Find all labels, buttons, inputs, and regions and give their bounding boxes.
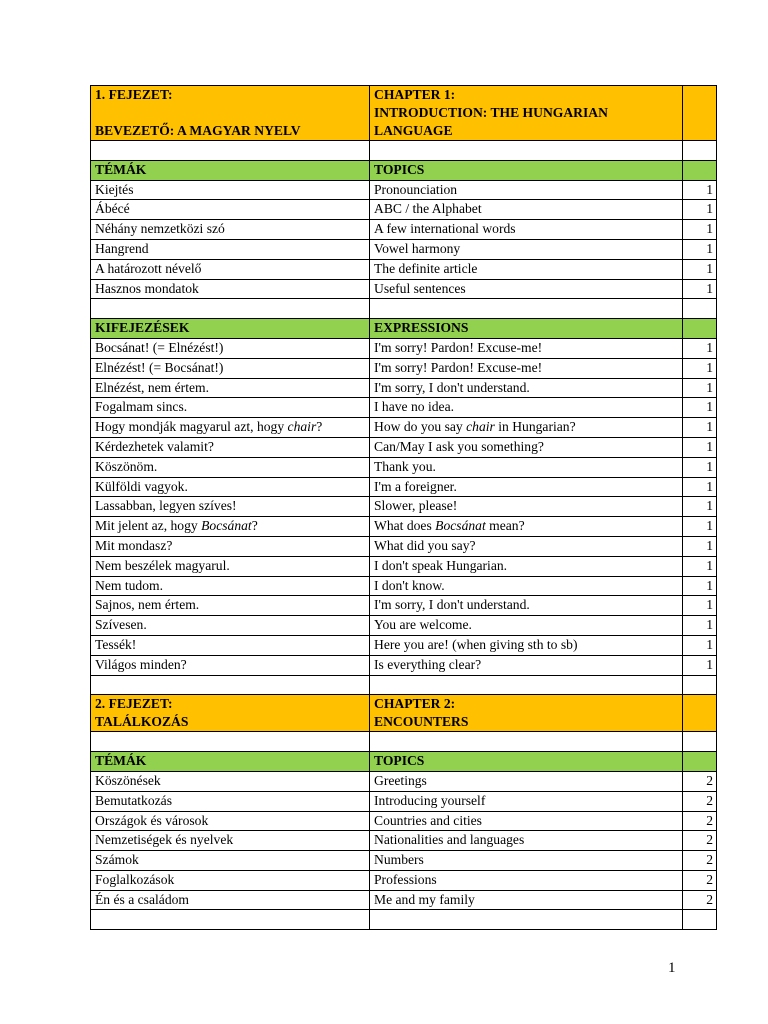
table-row	[91, 180, 717, 200]
table-row	[91, 477, 717, 497]
english-cell: I don't know.	[370, 576, 683, 596]
hungarian-cell: Nem beszélek magyarul.	[91, 556, 370, 576]
hungarian-cell	[91, 695, 370, 732]
table-row	[91, 870, 717, 890]
hungarian-cell: Nem tudom.	[91, 576, 370, 596]
chapter-number-cell	[683, 160, 717, 180]
table-row	[91, 851, 717, 871]
english-cell: I'm a foreigner.	[370, 477, 683, 497]
hungarian-cell	[91, 910, 370, 930]
english-cell	[370, 86, 683, 141]
chapter-number-cell	[683, 141, 717, 161]
english-cell: Numbers	[370, 851, 683, 871]
text-part: Hogy mondják magyarul azt, hogy	[95, 419, 288, 435]
chapter-number-cell: 2	[683, 890, 717, 910]
english-cell	[370, 695, 683, 732]
table-row	[91, 398, 717, 418]
chapter-number-cell: 1	[683, 338, 717, 358]
table-row	[91, 378, 717, 398]
hungarian-cell: Kérdezhetek valamit?	[91, 437, 370, 457]
english-cell: Me and my family	[370, 890, 683, 910]
chapter-number-cell: 1	[683, 556, 717, 576]
text-part: ?	[251, 518, 258, 534]
text-part: What does	[374, 518, 436, 534]
hungarian-cell: Hangrend	[91, 239, 370, 259]
hungarian-cell: Tessék!	[91, 635, 370, 655]
english-cell: Nationalities and languages	[370, 831, 683, 851]
table-row	[91, 338, 717, 358]
hungarian-cell: Elnézést, nem értem.	[91, 378, 370, 398]
hungarian-cell: Hasznos mondatok	[91, 279, 370, 299]
chapter-number-cell	[683, 319, 717, 339]
chapter-number-cell: 1	[683, 180, 717, 200]
table-body	[91, 86, 717, 930]
english-cell: You are welcome.	[370, 616, 683, 636]
text-part: How do you say	[374, 419, 467, 435]
english-cell: Greetings	[370, 771, 683, 791]
hungarian-cell: Mit mondasz?	[91, 536, 370, 556]
chapter-title-line: INTRODUCTION: THE HUNGARIAN	[374, 105, 608, 120]
section-row	[91, 160, 717, 180]
hungarian-cell	[91, 675, 370, 695]
hungarian-cell	[91, 141, 370, 161]
table-row	[91, 457, 717, 477]
table-row	[91, 200, 717, 220]
english-cell: Pronounciation	[370, 180, 683, 200]
table-row	[91, 279, 717, 299]
italic-term: Bocsánat	[201, 518, 252, 534]
chapter-number-cell: 1	[683, 517, 717, 537]
chapter-number-cell: 2	[683, 831, 717, 851]
hungarian-cell	[91, 86, 370, 141]
table-row	[91, 556, 717, 576]
chapter-number-cell: 1	[683, 437, 717, 457]
table-row	[91, 655, 717, 675]
table-row	[91, 616, 717, 636]
chapter-number-cell: 1	[683, 655, 717, 675]
english-cell: Is everything clear?	[370, 655, 683, 675]
hungarian-cell: Nemzetiségek és nyelvek	[91, 831, 370, 851]
hungarian-cell: Sajnos, nem értem.	[91, 596, 370, 616]
chapter-title-line: LANGUAGE	[374, 123, 453, 138]
chapter-number-cell	[683, 695, 717, 732]
chapter-number-cell: 2	[683, 811, 717, 831]
italic-term: chair	[466, 419, 495, 435]
chapter-number-cell: 1	[683, 457, 717, 477]
text-part: Mit jelent az, hogy	[95, 518, 202, 534]
hungarian-cell: TÉMÁK	[91, 160, 370, 180]
chapter-number-cell: 2	[683, 870, 717, 890]
chapter-number-cell	[683, 752, 717, 772]
english-cell: EXPRESSIONS	[370, 319, 683, 339]
english-cell: Vowel harmony	[370, 239, 683, 259]
chapter-number-cell	[683, 732, 717, 752]
english-cell: I'm sorry, I don't understand.	[370, 378, 683, 398]
hungarian-cell: Szívesen.	[91, 616, 370, 636]
hungarian-cell: Országok és városok	[91, 811, 370, 831]
table-row	[91, 890, 717, 910]
chapter-number-cell: 1	[683, 200, 717, 220]
hungarian-cell	[91, 517, 370, 537]
hungarian-cell	[91, 299, 370, 319]
blank-row	[91, 675, 717, 695]
page-number: 1	[668, 960, 676, 976]
hungarian-cell: TÉMÁK	[91, 752, 370, 772]
hungarian-cell: Elnézést! (= Bocsánat!)	[91, 358, 370, 378]
chapter-number-cell	[683, 675, 717, 695]
blank-row	[91, 732, 717, 752]
chapter-title-line: TALÁLKOZÁS	[95, 714, 189, 730]
english-cell	[370, 732, 683, 752]
table-row	[91, 635, 717, 655]
english-cell	[370, 910, 683, 930]
hungarian-cell: A határozott névelő	[91, 259, 370, 279]
chapter-row	[91, 86, 717, 141]
hungarian-cell: Foglalkozások	[91, 870, 370, 890]
english-cell: I'm sorry! Pardon! Excuse-me!	[370, 338, 683, 358]
hungarian-cell: Néhány nemzetközi szó	[91, 220, 370, 240]
section-row	[91, 319, 717, 339]
chapter-number-cell: 1	[683, 378, 717, 398]
english-cell: Countries and cities	[370, 811, 683, 831]
hungarian-cell: Bocsánat! (= Elnézést!)	[91, 338, 370, 358]
hungarian-cell: Külföldi vagyok.	[91, 477, 370, 497]
chapter-number-cell: 1	[683, 616, 717, 636]
hungarian-cell: Világos minden?	[91, 655, 370, 675]
chapter-number-cell: 1	[683, 635, 717, 655]
english-cell: Introducing yourself	[370, 791, 683, 811]
english-cell: TOPICS	[370, 752, 683, 772]
chapter-number-cell: 2	[683, 771, 717, 791]
italic-term: Bocsánat	[435, 518, 486, 534]
table-row	[91, 831, 717, 851]
chapter-number-cell: 1	[683, 418, 717, 438]
text-part: ?	[316, 419, 323, 435]
table-row	[91, 220, 717, 240]
hungarian-cell: Én és a családom	[91, 890, 370, 910]
hungarian-cell: KIFEJEZÉSEK	[91, 319, 370, 339]
hungarian-cell	[91, 418, 370, 438]
english-cell: I have no idea.	[370, 398, 683, 418]
chapter-title-line: ENCOUNTERS	[374, 714, 469, 730]
chapter-number-cell: 1	[683, 536, 717, 556]
italic-term: chair	[287, 419, 317, 435]
english-cell: ABC / the Alphabet	[370, 200, 683, 220]
table-row	[91, 576, 717, 596]
table-row	[91, 536, 717, 556]
english-cell	[370, 675, 683, 695]
english-cell	[370, 299, 683, 319]
chapter-title-line	[95, 104, 365, 122]
table-row	[91, 811, 717, 831]
english-cell: The definite article	[370, 259, 683, 279]
chapter-number-cell	[683, 86, 717, 141]
chapter-number-cell: 1	[683, 497, 717, 517]
english-cell: Here you are! (when giving sth to sb)	[370, 635, 683, 655]
section-row	[91, 752, 717, 772]
english-cell: I don't speak Hungarian.	[370, 556, 683, 576]
chapter-title-line: 2. FEJEZET:	[95, 696, 173, 712]
chapter-number-cell: 1	[683, 596, 717, 616]
table-row	[91, 771, 717, 791]
hungarian-cell: Kiejtés	[91, 180, 370, 200]
chapter-row	[91, 695, 717, 732]
table-row	[91, 517, 717, 537]
chapter-title-line: BEVEZETŐ: A MAGYAR NYELV	[95, 123, 301, 138]
hungarian-cell: Lassabban, legyen szíves!	[91, 497, 370, 517]
hungarian-cell: Számok	[91, 851, 370, 871]
table-row	[91, 596, 717, 616]
english-cell: TOPICS	[370, 160, 683, 180]
chapter-number-cell: 1	[683, 239, 717, 259]
hungarian-cell: Ábécé	[91, 200, 370, 220]
english-cell: Professions	[370, 870, 683, 890]
english-cell	[370, 517, 683, 537]
chapter-contents-table	[90, 85, 717, 930]
table-row	[91, 437, 717, 457]
english-cell: I'm sorry! Pardon! Excuse-me!	[370, 358, 683, 378]
english-cell: I'm sorry, I don't understand.	[370, 596, 683, 616]
blank-row	[91, 299, 717, 319]
blank-row	[91, 910, 717, 930]
chapter-number-cell: 1	[683, 576, 717, 596]
chapter-number-cell: 1	[683, 259, 717, 279]
english-cell	[370, 141, 683, 161]
english-cell: Thank you.	[370, 457, 683, 477]
table-row	[91, 358, 717, 378]
hungarian-cell: Köszönöm.	[91, 457, 370, 477]
table-row	[91, 497, 717, 517]
text-part: in Hungarian?	[494, 419, 576, 435]
english-cell: A few international words	[370, 220, 683, 240]
table-row	[91, 239, 717, 259]
chapter-number-cell: 1	[683, 220, 717, 240]
chapter-number-cell	[683, 299, 717, 319]
chapter-number-cell: 1	[683, 477, 717, 497]
chapter-number-cell	[683, 910, 717, 930]
english-cell	[370, 418, 683, 438]
chapter-number-cell: 2	[683, 791, 717, 811]
chapter-title-line: CHAPTER 1:	[374, 87, 456, 102]
table-row	[91, 259, 717, 279]
chapter-number-cell: 1	[683, 358, 717, 378]
chapter-number-cell: 1	[683, 279, 717, 299]
chapter-title-line: CHAPTER 2:	[374, 696, 456, 712]
chapter-number-cell: 1	[683, 398, 717, 418]
hungarian-cell	[91, 732, 370, 752]
blank-row	[91, 141, 717, 161]
hungarian-cell: Köszönések	[91, 771, 370, 791]
table-row	[91, 791, 717, 811]
chapter-title-line: 1. FEJEZET:	[95, 87, 173, 102]
english-cell: Can/May I ask you something?	[370, 437, 683, 457]
english-cell: What did you say?	[370, 536, 683, 556]
hungarian-cell: Bemutatkozás	[91, 791, 370, 811]
chapter-number-cell: 2	[683, 851, 717, 871]
table-row	[91, 418, 717, 438]
english-cell: Slower, please!	[370, 497, 683, 517]
text-part: mean?	[485, 518, 525, 534]
english-cell: Useful sentences	[370, 279, 683, 299]
hungarian-cell: Fogalmam sincs.	[91, 398, 370, 418]
